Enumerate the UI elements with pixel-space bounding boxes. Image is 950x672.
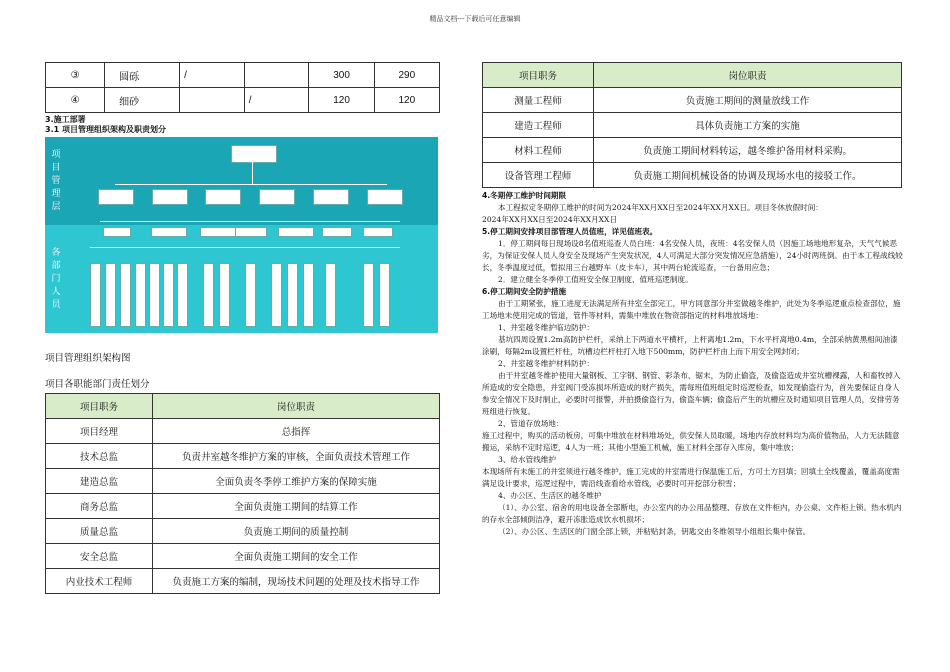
- cell-c4: 290: [374, 63, 439, 88]
- cell-duty: 全面负责施工期间的结算工作: [153, 494, 440, 519]
- section-4-title: 4.冬期停工维护时间期限: [482, 191, 567, 200]
- org-connector: [100, 221, 400, 222]
- org-box-l2: [152, 189, 188, 205]
- table-row: [46, 544, 440, 569]
- section-6-heading-4: 3、给水管线维护: [498, 455, 556, 464]
- section-4-para-2: 2024年XX月XX日至2024年XX月XX日: [482, 215, 618, 224]
- cell-duty: 负责施工期间机械设备的协调及现场水电的接驳工作。: [594, 163, 902, 188]
- org-box-manager: [231, 145, 277, 163]
- duty-table-left: [45, 393, 440, 594]
- org-box-l2: [98, 189, 134, 205]
- cell-role: 建造工程师: [483, 113, 594, 138]
- header-duty: 岗位职责: [153, 394, 440, 419]
- org-staff-box: [135, 263, 146, 327]
- section-6-para-6: （1）、办公室、宿舍的用电设备全部断电，办公室内的办公用品整理、存放在文件柜内，办公桌、文件柜上锁。热水机内的存水全部倾倒洁净，避开冻胀造成饮水机损坏；: [482, 503, 902, 524]
- org-staff-box: [287, 263, 298, 327]
- org-staff-box: [379, 263, 390, 327]
- org-box-l3: [103, 227, 131, 237]
- org-staff-box: [149, 263, 160, 327]
- cell-c1: [180, 88, 245, 113]
- section-5-title: 5.停工期间安排项目部管理人员值班，详见值班表。: [482, 227, 658, 236]
- table-header-row: [483, 63, 902, 88]
- cell-c1: /: [180, 63, 245, 88]
- section-6-heading-5: 4、办公区、生活区的越冬维护: [498, 491, 602, 500]
- table-row: [46, 494, 440, 519]
- org-box-l3: [151, 227, 187, 237]
- cell-no: ④: [46, 88, 105, 113]
- section-6-heading-3: 2、管道存放场地：: [498, 419, 564, 428]
- cell-c3: 300: [309, 63, 374, 88]
- band-top-label: 项目管理层: [51, 150, 61, 212]
- table-row: [46, 444, 440, 469]
- cell-c2: /: [244, 88, 309, 113]
- org-staff-box: [120, 263, 131, 327]
- org-box-l2: [313, 189, 349, 205]
- right-body-text: [482, 190, 904, 538]
- header-role: 项目职务: [483, 63, 594, 88]
- section-6-para-1: 由于工期紧张，施工进度无法满足所有井室全部完工，甲方同意部分井室做越冬维护，此处为冬季巡逻重点检查部位，施工场地未使用完成的管道，管件等材料，需集中堆放在物资部指定的材料堆放场地：: [482, 299, 901, 320]
- materials-table: [45, 62, 440, 113]
- org-staff-box: [303, 263, 314, 327]
- section-5-para-2: 2．建立健全冬季停工值班安全保卫制度、值班巡逻制度。: [498, 275, 693, 284]
- cell-duty: 全面负责冬季停工维护方案的保障实施: [153, 469, 440, 494]
- org-box-l2: [259, 189, 295, 205]
- duty-table-caption: 项目各职能部门责任划分: [45, 379, 150, 390]
- section-6-para-7: （2）、办公区、生活区的门窗全部上锁，并粘贴封条，钥匙交由冬维领导小组组长集中保管。: [498, 527, 811, 536]
- cell-role: 设备管理工程师: [483, 163, 594, 188]
- cell-c4: 120: [374, 88, 439, 113]
- cell-role: 商务总监: [46, 494, 153, 519]
- org-connector: [252, 162, 253, 184]
- cell-c3: 120: [309, 88, 374, 113]
- section-6-title: 6.停工期间安全防护措施: [482, 287, 567, 296]
- table-row: [483, 88, 902, 113]
- cell-name: 细砂: [105, 88, 180, 113]
- org-connector: [90, 247, 400, 248]
- cell-duty: 总指挥: [153, 419, 440, 444]
- table-row: [46, 63, 440, 88]
- table-row: [46, 519, 440, 544]
- cell-role: 材料工程师: [483, 138, 594, 163]
- org-staff-box: [177, 263, 188, 327]
- cell-role: 测量工程师: [483, 88, 594, 113]
- cell-no: ③: [46, 63, 105, 88]
- page-header-note: 精品文档---下载后可任意编辑: [429, 15, 521, 23]
- table-row: [483, 138, 902, 163]
- org-staff-box: [363, 263, 374, 327]
- org-chart-caption: 项目管理组织架构图: [45, 353, 131, 364]
- header-duty: 岗位职责: [594, 63, 902, 88]
- cell-duty: 负责施工期间材料转运，越冬维护备用材料采购。: [594, 138, 902, 163]
- table-row: [483, 163, 902, 188]
- cell-duty: 全面负责施工期间的安全工作: [153, 544, 440, 569]
- section-6-heading-1: 1、井室越冬维护临边防护：: [498, 323, 594, 332]
- org-box-l3: [200, 227, 236, 237]
- org-box-l2: [205, 189, 241, 205]
- header-role: 项目职务: [46, 394, 153, 419]
- section-6-para-4: 施工过程中，购买的活动板房，可集中堆放在材料堆场处，供安保人员取暖，场地内存放材料均为高价值物品，人力无法随意搬运，采纳不定时巡逻，4人为一班；其他小型施工机械，施工材料全部存入库房，集中堆放；: [482, 431, 900, 452]
- org-chart: [45, 137, 438, 333]
- cell-role: 安全总监: [46, 544, 153, 569]
- cell-name: 圆砾: [105, 63, 180, 88]
- section-4-para-1: 本工程拟定冬期停工维护的时间为2024年XX月XX日至2024年XX月XX日。项目冬休放假时间：: [498, 203, 823, 212]
- org-staff-box: [105, 263, 116, 327]
- org-box-l3: [322, 227, 352, 237]
- section-6-para-5: 本现场所有未施工的井室须进行越冬维护。施工完成的井室需进行保温施工后，方可土方回填；回填土全线覆盖，覆盖高度需满足设计要求，巡逻过程中，需沿线查看给水管线，必要时可开挖部分积雪；: [482, 467, 900, 488]
- org-staff-box: [271, 263, 282, 327]
- org-staff-box: [90, 263, 101, 327]
- cell-role: 质量总监: [46, 519, 153, 544]
- section-6-para-3: 由于井室越冬维护使用大量钢板、工字钢、钢管、彩条布、锯末，为防止偷盗，及偷盗造成井室坑槽裸露，人和畜牧掉入所造成的安全隐患，并室阀门受冻损坏所造成的财产损失，需每班值班组定时巡逻检查，如发现偷盗行为，首先要保证自身人参安全情况下及时制止，必要时可报警，并拍摄偷盗行为，偷盗车辆；偷盗后产生的坑槽应及时通知项目管理人员，安排劳务班组进行恢复。: [482, 371, 901, 416]
- org-staff-box: [245, 263, 256, 327]
- table-header-row: [46, 394, 440, 419]
- table-row: [483, 113, 902, 138]
- section-6-para-2: 基坑四周设置1.2m高防护栏杆，采纳上下两道水平横杆，上杆离地1.2m，下水平杆离地0.4m，全部采纳黄黑相间油漆涂刷，每隔2m设置栏杆柱，坑槽边栏杆柱打入地下500mm，防护栏杆由上而下用安全网封闭；: [482, 335, 898, 356]
- org-staff-box: [163, 263, 174, 327]
- section-3-title: 3.施工部署: [45, 115, 86, 124]
- cell-duty: 负责施工方案的编制，现场技术问题的处理及技术指导工作: [153, 569, 440, 594]
- cell-role: 建造总监: [46, 469, 153, 494]
- org-staff-box: [325, 263, 336, 327]
- cell-role: 技术总监: [46, 444, 153, 469]
- section-3-1-title: 3.1 项目管理组织架构及职责划分: [45, 125, 166, 134]
- cell-role: 内业技术工程师: [46, 569, 153, 594]
- table-row: [46, 88, 440, 113]
- org-box-l3: [363, 227, 393, 237]
- section-6-heading-2: 2、井室越冬维护材料防护：: [498, 359, 594, 368]
- cell-duty: 负责施工期间的测量放线工作: [594, 88, 902, 113]
- org-box-l3: [235, 227, 267, 237]
- org-staff-box: [219, 263, 230, 327]
- section-5-para-1: 1．停工期间每日现场设8名值班巡查人员白班：4名安保人员，夜班：4名安保人员（因施工场地地形复杂，天气气候恶劣，为保证安保人员人身安全及现场产生突发状况，4人可满足大部分突发情况应急措施），24小时两班倒。由于本工程战线较长，冬季温度过低，暂拟用三台越野车（皮卡车），其中两台轮流巡查，一台备用应急；: [482, 239, 903, 272]
- org-connector: [115, 184, 387, 185]
- cell-role: 项目经理: [46, 419, 153, 444]
- cell-duty: 负责井室越冬维护方案的审核，全面负责技术管理工作: [153, 444, 440, 469]
- duty-table-right: [482, 62, 902, 188]
- cell-c2: [244, 63, 309, 88]
- band-bottom-label: 各部门人员: [51, 248, 61, 310]
- table-row: [46, 569, 440, 594]
- cell-duty: 具体负责施工方案的实施: [594, 113, 902, 138]
- org-box-l2: [367, 189, 403, 205]
- table-row: [46, 419, 440, 444]
- org-staff-box: [203, 263, 214, 327]
- cell-duty: 负责施工期间的质量控制: [153, 519, 440, 544]
- org-box-l3: [278, 227, 314, 237]
- table-row: [46, 469, 440, 494]
